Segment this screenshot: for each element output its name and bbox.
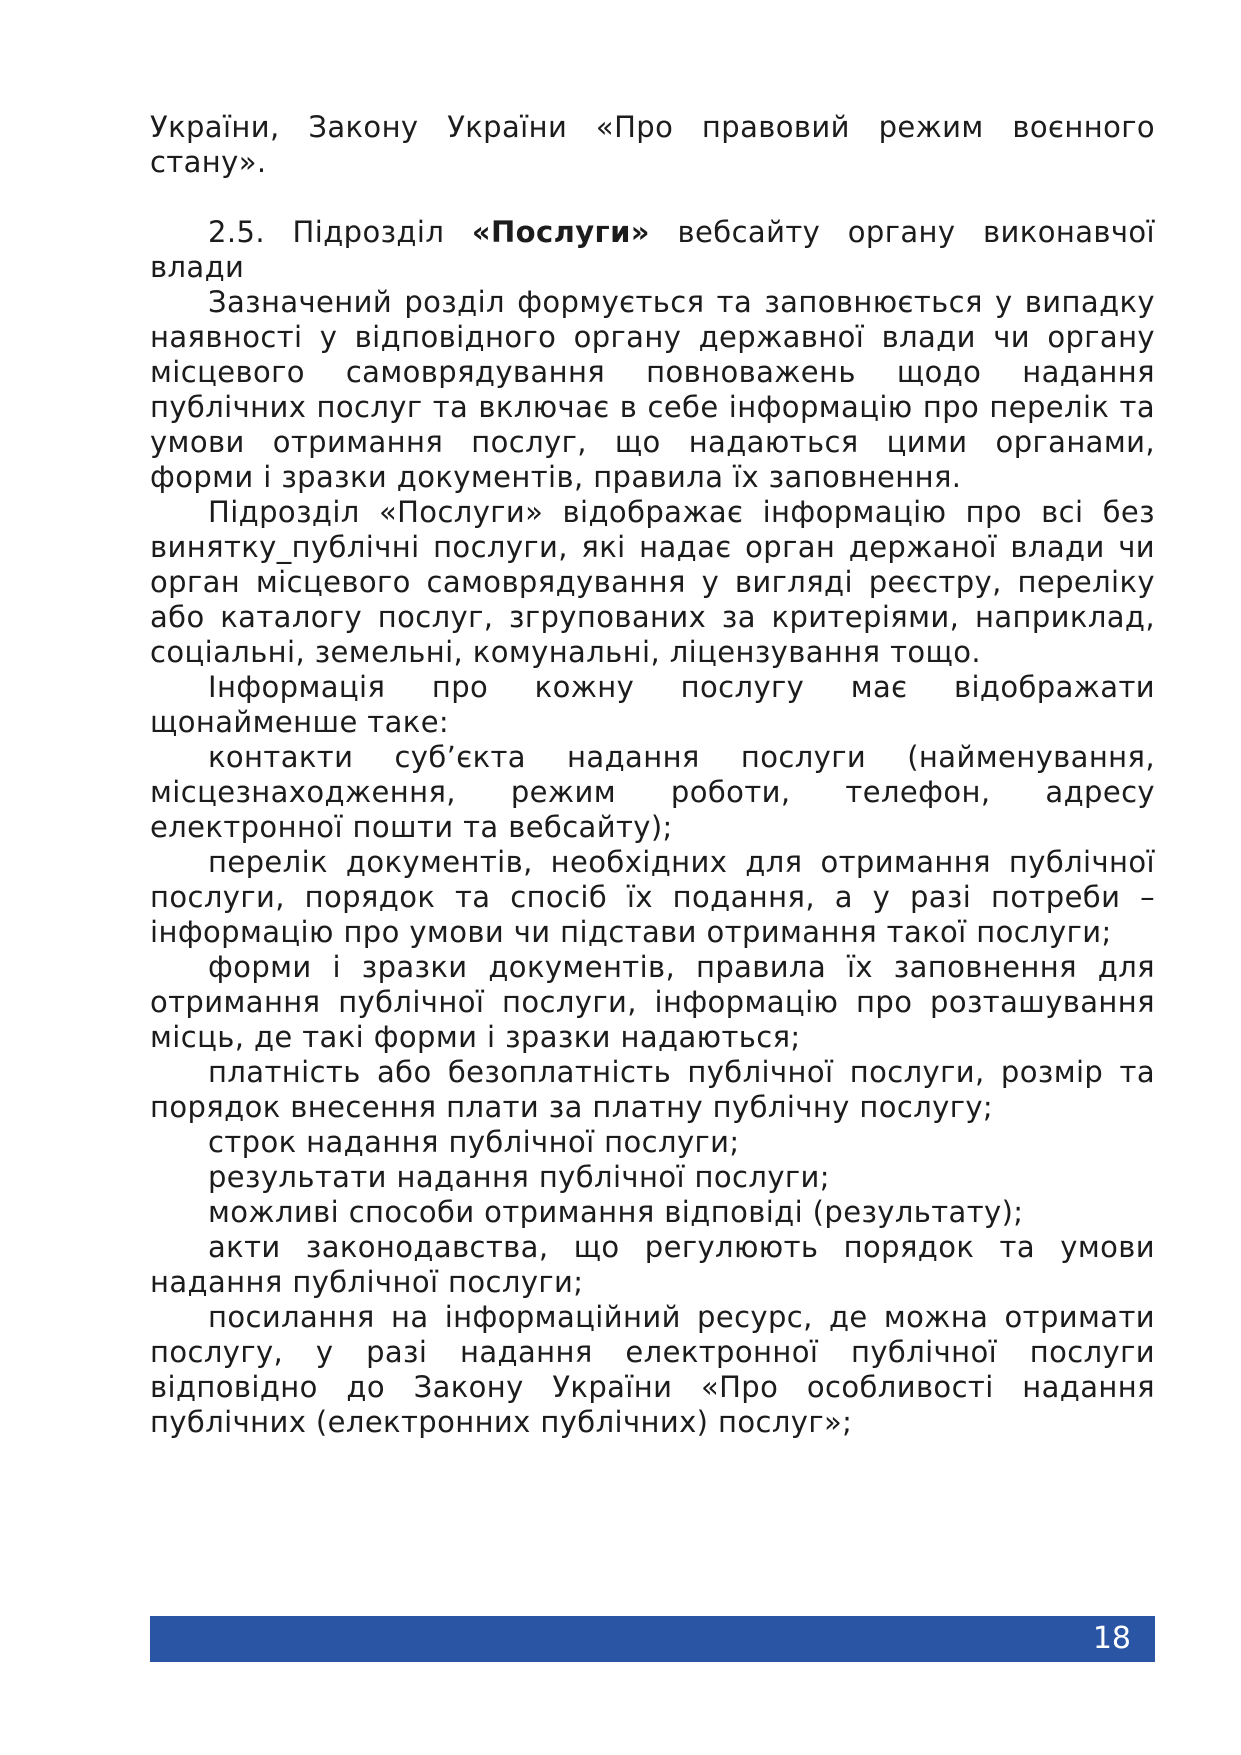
list-item: можливі способи отримання відповіді (результату); bbox=[208, 1195, 1024, 1229]
list-item: платність або безоплатність публічної послуги, розмір та порядок внесення плати за платну публічну послугу; bbox=[150, 1055, 1155, 1124]
document-page bbox=[150, 110, 1155, 1440]
footer-bar bbox=[150, 1616, 1155, 1662]
section-heading bbox=[150, 215, 1155, 285]
paragraph: Інформація про кожну послугу має відображати щонайменше таке: bbox=[150, 670, 1155, 739]
section-title-rest: вебсайту органу виконавчої влади bbox=[150, 215, 1156, 284]
list-item: акти законодавства, що регулюють порядок та умови надання публічної послуги; bbox=[150, 1230, 1155, 1299]
section-title-bold: «Послуги» bbox=[471, 215, 650, 249]
list-item: посилання на інформаційний ресурс, де можна отримати послугу, у разі надання електронної публічної послуги відповідно до Закону України «Про особливості надання публічних (електронних публічних) послуг»; bbox=[150, 1300, 1155, 1439]
list-item: перелік документів, необхідних для отримання публічної послуги, порядок та спосіб їх подання, а у разі потреби – інформацію про умови чи підстави отримання такої послуги; bbox=[150, 845, 1155, 949]
list-item: контакти суб’єкта надання послуги (найменування, місцезнаходження, режим роботи, телефон, адресу електронної пошти та вебсайту); bbox=[150, 740, 1155, 844]
paragraph: Зазначений розділ формується та заповнюється у випадку наявності у відповідного органу державної влади чи органу місцевого самоврядування повноважень щодо надання публічних послуг та включає в себе інформацію про перелік та умови отримання послуг, що надаються цими органами, форми і зразки документів, правила їх заповнення. bbox=[150, 285, 1155, 494]
page-number: 18 bbox=[1092, 1621, 1131, 1656]
section-number: 2.5. Підрозділ bbox=[208, 215, 472, 249]
intro-continuation: України, Закону України «Про правовий режим воєнного стану». bbox=[150, 110, 1155, 179]
list-item: строк надання публічної послуги; bbox=[208, 1125, 740, 1159]
paragraph: Підрозділ «Послуги» відображає інформацію про всі без винятку_публічні послуги, які надає орган держаної влади чи орган місцевого самоврядування у вигляді реєстру, переліку або каталогу послуг, згрупованих за критеріями, наприклад, соціальні, земельні, комунальні, ліцензування тощо. bbox=[150, 495, 1155, 669]
list-item: форми і зразки документів, правила їх заповнення для отримання публічної послуги, інформацію про розташування місць, де такі форми і зразки надаються; bbox=[150, 950, 1155, 1054]
list-item: результати надання публічної послуги; bbox=[208, 1160, 830, 1194]
